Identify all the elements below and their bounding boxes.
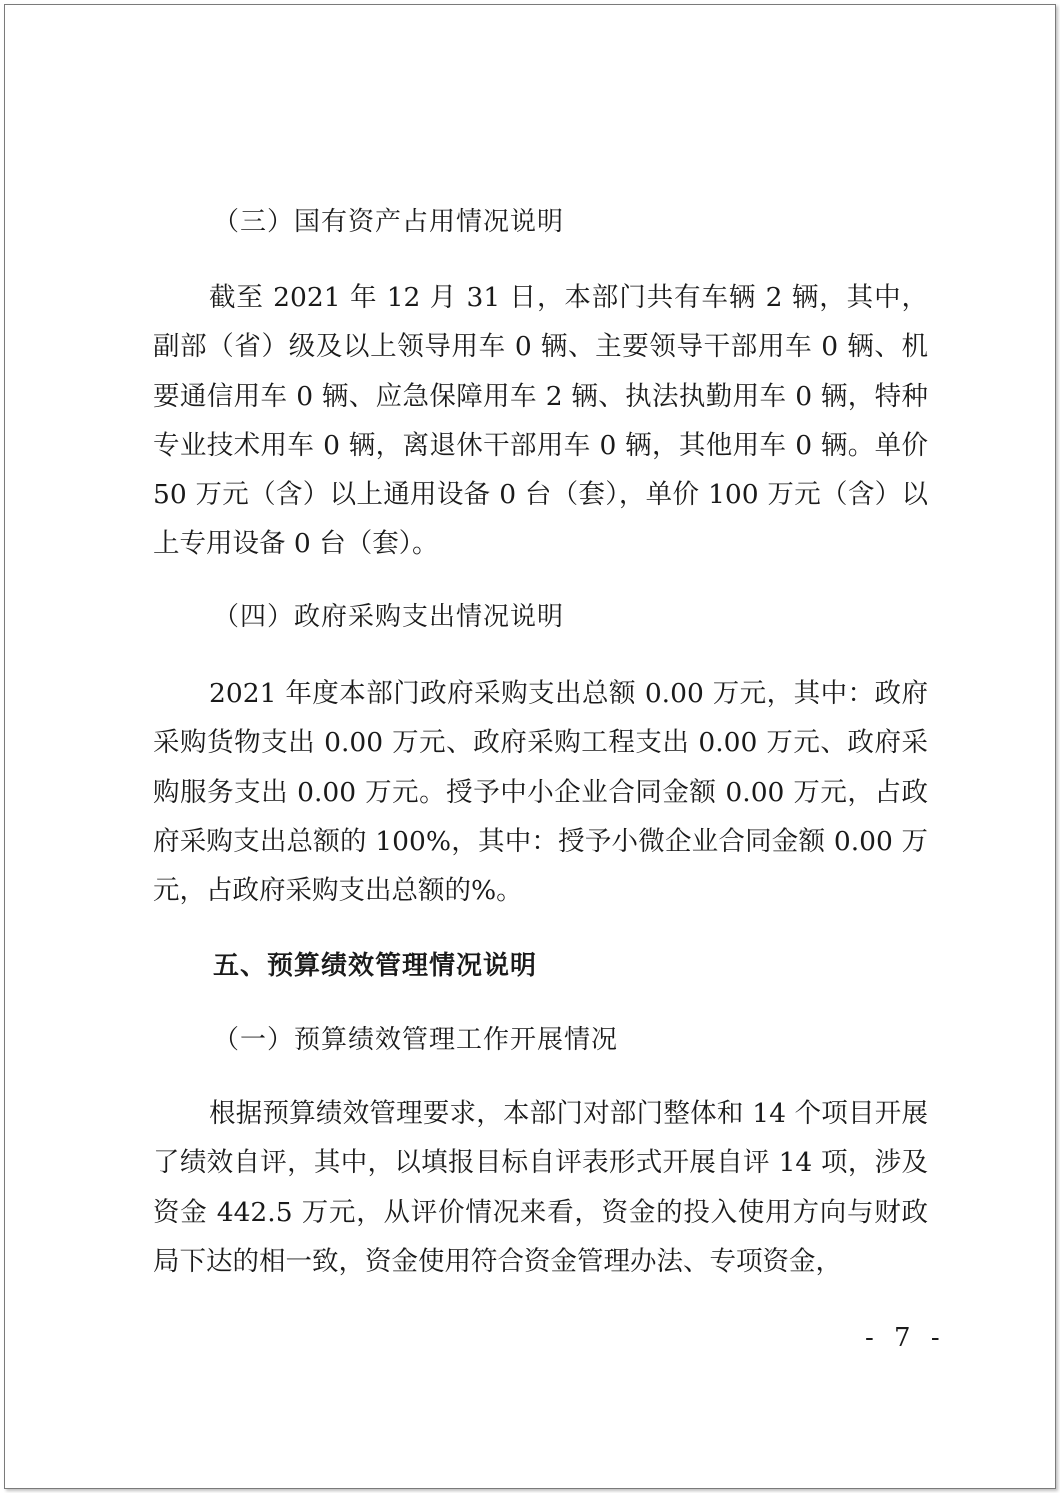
paragraph-assets: 截至 2021 年 12 月 31 日，本部门共有车辆 2 辆，其中，副部（省）级及以上领导用车 0 辆、主要领导干部用车 0 辆、机要通信用车 0 辆、应急保障用车 2 辆、执法执勤用车 0 辆，特种专业技术用车 0 辆，离退休干部用车 0 辆，其他用车 0 辆。单价 50 万元（含）以上通用设备 0 台（套），单价 100 万元（含）以上专用设备 0 台（套）。 xyxy=(153,282,928,560)
section-heading-assets: （三）国有资产占用情况说明 xyxy=(213,207,565,237)
page-number: - 7 - xyxy=(865,1323,946,1353)
section-heading-procurement: （四）政府采购支出情况说明 xyxy=(213,602,565,632)
part-heading-performance: 五、预算绩效管理情况说明 xyxy=(213,951,538,981)
paragraph-performance-work: 根据预算绩效管理要求，本部门对部门整体和 14 个项目开展了绩效自评，其中，以填报目标自评表形式开展自评 14 项，涉及资金 442.5 万元，从评价情况来看，资金的投入使用方向与财政局下达的相一致，资金使用符合资金管理办法、专项资金， xyxy=(153,1098,928,1277)
paragraph-procurement: 2021 年度本部门政府采购支出总额 0.00 万元，其中：政府采购货物支出 0.00 万元、政府采购工程支出 0.00 万元、政府采购服务支出 0.00 万元。授予中小企业合同金额 0.00 万元，占政府采购支出总额的 100%，其中：授予小微企业合同金额 0.00 万元，占政府采购支出总额的%。 xyxy=(153,678,928,907)
document-page xyxy=(4,4,1056,1489)
section-heading-performance-work: （一）预算绩效管理工作开展情况 xyxy=(213,1025,619,1055)
